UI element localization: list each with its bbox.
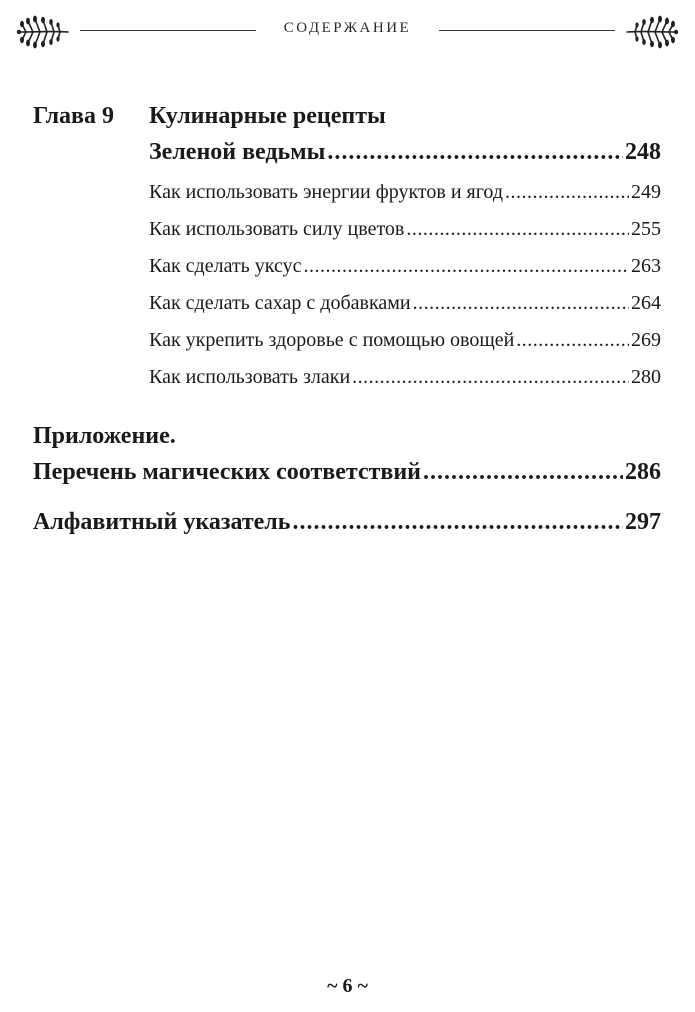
toc-entry-appendix[interactable] bbox=[33, 454, 661, 490]
chapter-entry bbox=[33, 98, 661, 392]
botanical-sprig-icon bbox=[625, 12, 679, 50]
page-number: ~ 6 ~ bbox=[327, 975, 368, 997]
toc-subentry[interactable] bbox=[149, 325, 661, 355]
toc-entry-page: 286 bbox=[625, 459, 661, 485]
chapter-body bbox=[149, 98, 661, 392]
toc-subentry-title: Как использовать злаки bbox=[149, 366, 351, 388]
toc-entry-index[interactable] bbox=[33, 504, 661, 540]
running-header bbox=[10, 10, 685, 50]
dot-leader bbox=[352, 362, 629, 392]
toc-subentry-title: Как использовать силу цветов bbox=[149, 218, 405, 240]
header-rule-right bbox=[439, 30, 615, 31]
dot-leader bbox=[516, 325, 629, 355]
dot-leader bbox=[292, 504, 623, 540]
toc-subentry-page: 249 bbox=[631, 181, 661, 203]
toc-subentry-page: 280 bbox=[631, 366, 661, 388]
header-title: СОДЕРЖАНИЕ bbox=[283, 20, 412, 36]
toc-subentry-title: Как сделать сахар с добавками bbox=[149, 292, 411, 314]
chapter-label: Глава 9 bbox=[33, 103, 114, 129]
toc-subentry[interactable] bbox=[149, 362, 661, 392]
toc-subentry-page: 264 bbox=[631, 292, 661, 314]
toc-subentry-page: 255 bbox=[631, 218, 661, 240]
toc-subentry[interactable] bbox=[149, 177, 661, 207]
toc-subentry[interactable] bbox=[149, 251, 661, 281]
toc-subentry[interactable] bbox=[149, 288, 661, 318]
toc-entry-title: Перечень магических соответствий bbox=[33, 459, 422, 485]
toc-entry-title: Алфавитный указатель bbox=[33, 509, 291, 535]
toc-subentry-title: Как использовать энергии фруктов и ягод bbox=[149, 181, 504, 203]
dot-leader bbox=[413, 288, 629, 318]
toc-entry-title: Зеленой ведьмы bbox=[149, 139, 326, 165]
appendix-title: Приложение. bbox=[33, 423, 176, 449]
dot-leader bbox=[423, 454, 623, 490]
toc-subentry-page: 263 bbox=[631, 255, 661, 277]
dot-leader bbox=[327, 134, 623, 170]
chapter-title: Кулинарные рецепты bbox=[149, 103, 386, 129]
toc-subentry-title: Как сделать уксус bbox=[149, 255, 302, 277]
toc-entry-page: 297 bbox=[625, 509, 661, 535]
dot-leader bbox=[406, 214, 629, 244]
dot-leader bbox=[304, 251, 629, 281]
spacer bbox=[33, 490, 661, 504]
toc-entry-chapter[interactable] bbox=[149, 134, 661, 170]
toc-subentry[interactable] bbox=[149, 214, 661, 244]
spacer bbox=[33, 392, 661, 418]
toc-entry-page: 248 bbox=[625, 139, 661, 165]
dot-leader bbox=[505, 177, 629, 207]
table-of-contents bbox=[33, 98, 661, 540]
toc-subentry-page: 269 bbox=[631, 329, 661, 351]
toc-subentry-title: Как укрепить здоровье с помощью овощей bbox=[149, 329, 515, 351]
